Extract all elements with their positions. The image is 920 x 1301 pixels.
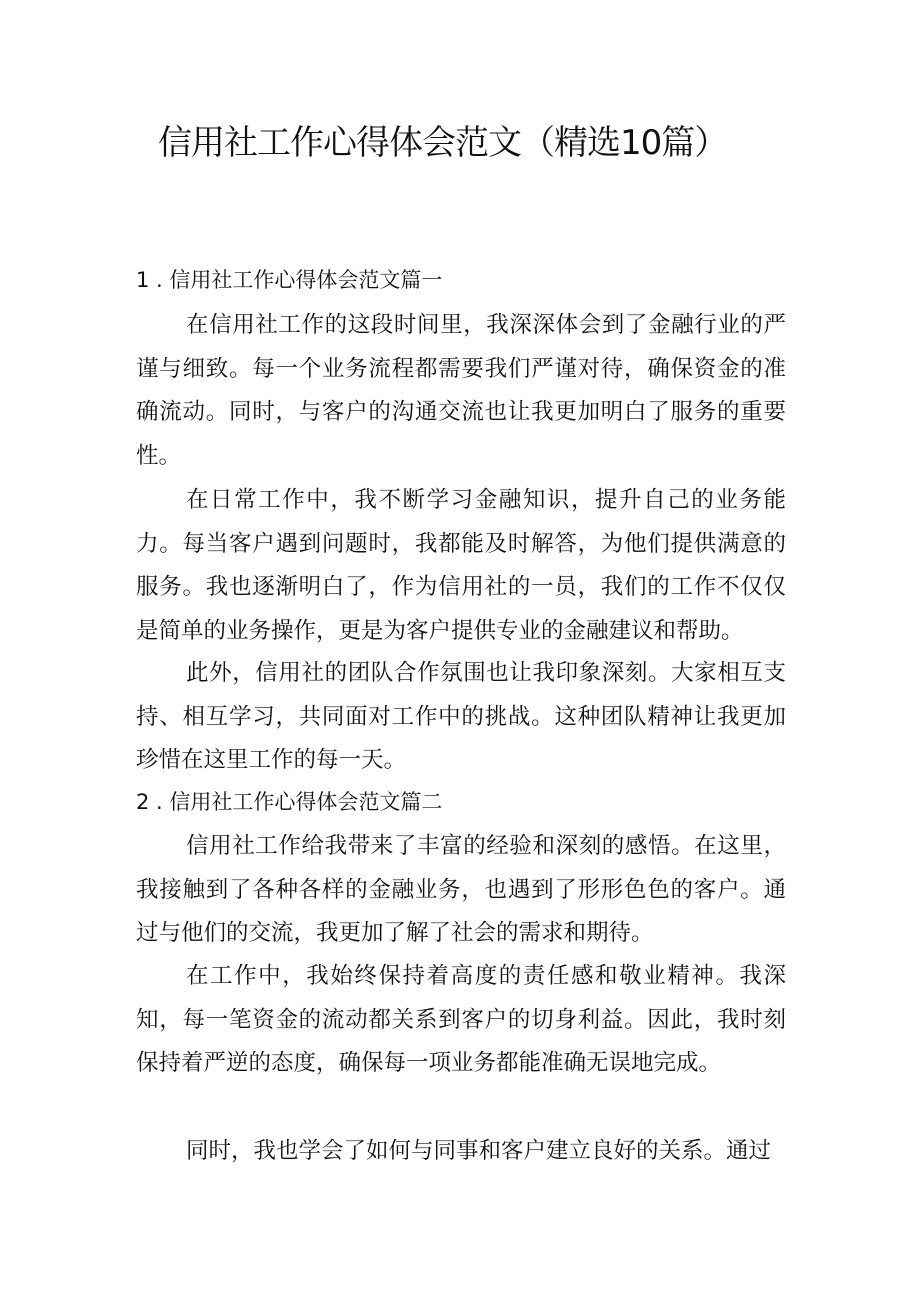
paragraph: 同时，我也学会了如何与同事和客户建立良好的关系。通过 — [186, 1138, 772, 1164]
section-heading-2: 2 . 信用社工作心得体会范文篇二 — [136, 790, 443, 814]
paragraph: 信用社工作给我带来了丰富的经验和深刻的感悟。在这里，我接触到了各种各样的金融业务，也遇到了形形色色的客户。通过与他们的交流，我更加了解了社会的需求和期待。 — [136, 833, 786, 946]
paragraph: 此外，信用社的团队合作氛围也让我印象深刻。大家相互支持、相互学习，共同面对工作中的挑战。这种团队精神让我更加珍惜在这里工作的每一天。 — [136, 660, 786, 773]
paragraph: 在工作中，我始终保持着高度的责任感和敬业精神。我深知，每一笔资金的流动都关系到客户的切身利益。因此，我时刻保持着严逆的态度，确保每一项业务都能准确无误地完成。 — [136, 963, 786, 1076]
section-heading-1: 1 . 信用社工作心得体会范文篇一 — [136, 268, 443, 292]
paragraph: 在信用社工作的这段时间里，我深深体会到了金融行业的严谨与细致。每一个业务流程都需要我们严谨对待，确保资金的准确流动。同时，与客户的沟通交流也让我更加明白了服务的重要性。 — [136, 312, 786, 469]
paragraph: 在日常工作中，我不断学习金融知识，提升自己的业务能力。每当客户遇到问题时，我都能及时解答，为他们提供满意的服务。我也逐渐明白了，作为信用社的一员，我们的工作不仅仅是简单的业务操作，更是为客户提供专业的金融建议和帮助。 — [136, 487, 786, 644]
page-title: 信用社工作心得体会范文（精选10篇） — [158, 123, 728, 163]
